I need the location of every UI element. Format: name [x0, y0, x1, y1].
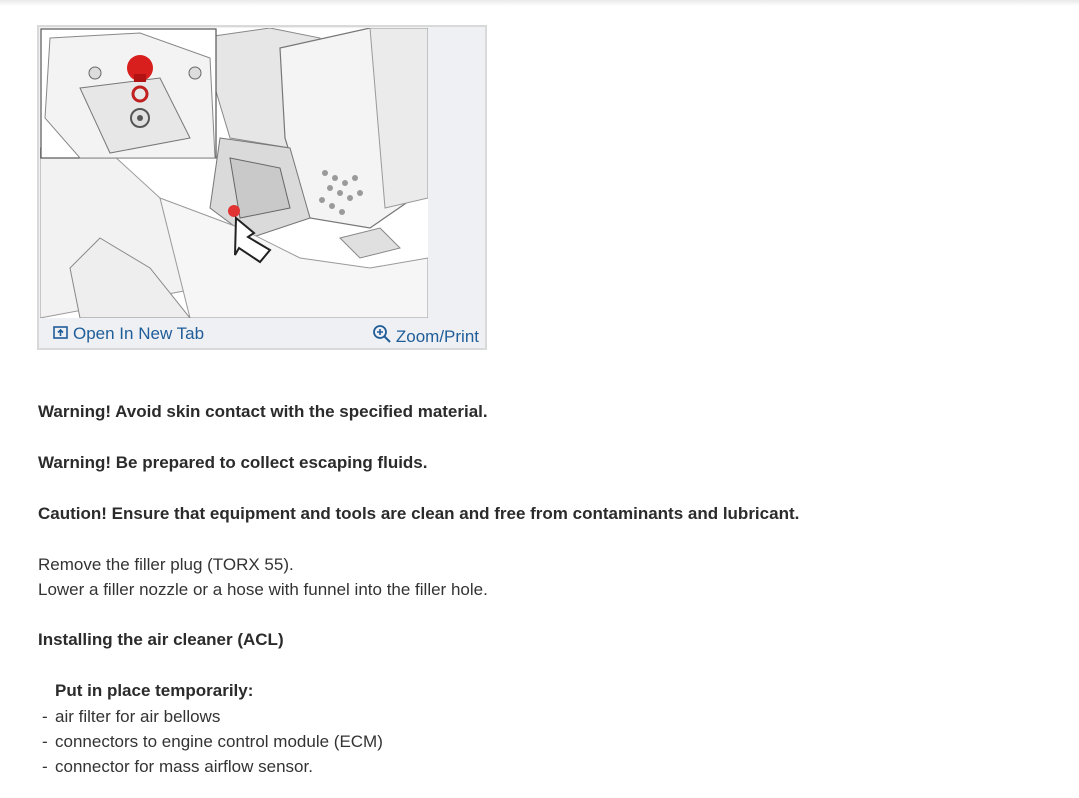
warning-skin-contact: Warning! Avoid skin contact with the specified material.	[38, 402, 488, 421]
open-in-new-tab-label: Open In New Tab	[73, 324, 205, 343]
engine-diagram-image[interactable]	[40, 28, 428, 318]
sub-heading: Put in place temporarily:	[55, 681, 254, 700]
figure-footer	[39, 318, 485, 348]
warning-escaping-fluids: Warning! Be prepared to collect escaping fluids.	[38, 453, 428, 472]
list-bullet: -	[42, 757, 48, 776]
step-remove-filler-plug: Remove the filler plug (TORX 55).	[38, 555, 294, 574]
caution-clean-tools: Caution! Ensure that equipment and tools are clean and free from contaminants and lubricant.	[38, 504, 800, 523]
zoom-print-link[interactable]	[372, 324, 479, 349]
zoom-print-label: Zoom/Print	[395, 326, 479, 346]
open-new-tab-icon	[53, 324, 73, 344]
list-item: connector for mass airflow sensor.	[55, 757, 313, 776]
list-item: air filter for air bellows	[55, 707, 221, 726]
top-shadow-bar	[0, 0, 1079, 6]
section-heading: Installing the air cleaner (ACL)	[38, 630, 284, 649]
list-bullet: -	[42, 732, 48, 751]
list-bullet: -	[42, 707, 48, 726]
zoom-in-icon	[372, 324, 396, 349]
step-lower-nozzle: Lower a filler nozzle or a hose with funnel into the filler hole.	[38, 580, 488, 599]
open-in-new-tab-link[interactable]	[53, 324, 204, 344]
list-item: connectors to engine control module (ECM)	[55, 732, 383, 751]
figure-panel	[37, 25, 487, 350]
